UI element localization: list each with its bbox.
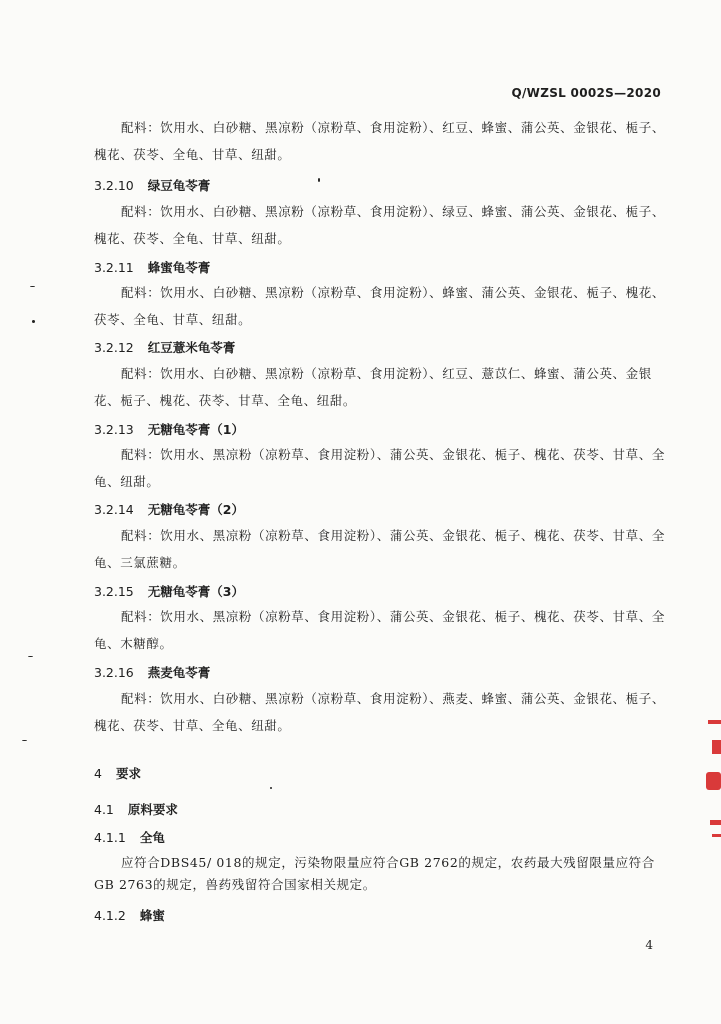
section-number: 4.1 xyxy=(94,802,114,817)
section-number: 3.2.10 xyxy=(94,178,134,193)
section-number: 3.2.15 xyxy=(94,584,134,599)
section-heading xyxy=(94,800,178,818)
section-title: 蜂蜜 xyxy=(139,908,165,923)
section-title: 全龟 xyxy=(139,830,165,845)
section-heading xyxy=(94,828,165,846)
chapter-heading xyxy=(94,764,141,782)
section-heading xyxy=(94,500,244,518)
scan-speck xyxy=(270,787,272,789)
scan-speck xyxy=(32,320,35,323)
section-title: 绿豆龟苓膏 xyxy=(147,178,211,193)
scan-speck xyxy=(30,286,35,287)
ingredients-paragraph: 配料：饮用水、白砂糖、黑凉粉（凉粉草、食用淀粉）、蜂蜜、蒲公英、金银花、栀子、槐花、茯苓、全龟、甘草、纽甜。 xyxy=(94,285,665,327)
ingredients-paragraph: 配料：饮用水、白砂糖、黑凉粉（凉粉草、食用淀粉）、绿豆、蜂蜜、蒲公英、金银花、栀子、槐花、茯苓、全龟、甘草、纽甜。 xyxy=(94,204,665,246)
ingredients-paragraph: 配料：饮用水、白砂糖、黑凉粉（凉粉草、食用淀粉）、红豆、薏苡仁、蜂蜜、蒲公英、金银花、栀子、槐花、茯苓、甘草、全龟、纽甜。 xyxy=(94,366,652,408)
section-heading xyxy=(94,582,244,600)
scan-speck xyxy=(318,178,320,182)
section-number: 3.2.13 xyxy=(94,422,134,437)
section-number: 4 xyxy=(94,766,102,781)
section-heading xyxy=(94,906,165,924)
section-number: 3.2.16 xyxy=(94,665,134,680)
scan-speck xyxy=(28,656,33,657)
ingredients-paragraph: 配料：饮用水、白砂糖、黑凉粉（凉粉草、食用淀粉）、红豆、蜂蜜、蒲公英、金银花、栀子、槐花、茯苓、全龟、甘草、纽甜。 xyxy=(94,120,665,162)
ingredients-paragraph: 配料：饮用水、白砂糖、黑凉粉（凉粉草、食用淀粉）、燕麦、蜂蜜、蒲公英、金银花、栀子、槐花、茯苓、甘草、全龟、纽甜。 xyxy=(94,691,665,733)
section-heading xyxy=(94,176,210,194)
section-number: 4.1.2 xyxy=(94,908,126,923)
scan-speck xyxy=(22,740,27,741)
requirement-paragraph: 应符合DBS45/ 018的规定，污染物限量应符合GB 2762的规定，农药最大残留限量应符合GB 2763的规定，兽药残留符合国家相关规定。 xyxy=(94,855,655,892)
section-number: 3.2.14 xyxy=(94,502,134,517)
page-number: 4 xyxy=(645,938,653,952)
section-title: 无糖龟苓膏（2） xyxy=(147,502,244,517)
section-number: 4.1.1 xyxy=(94,830,126,845)
seal-fragment xyxy=(706,772,721,790)
section-title: 无糖龟苓膏（1） xyxy=(147,422,244,437)
section-title: 要求 xyxy=(115,766,141,781)
section-number: 3.2.12 xyxy=(94,340,134,355)
seal-fragment xyxy=(708,720,721,724)
ingredients-paragraph: 配料：饮用水、黑凉粉（凉粉草、食用淀粉）、蒲公英、金银花、栀子、槐花、茯苓、甘草、全龟、木糖醇。 xyxy=(94,609,665,651)
seal-fragment xyxy=(710,820,721,825)
section-number: 3.2.11 xyxy=(94,260,134,275)
ingredients-paragraph: 配料：饮用水、黑凉粉（凉粉草、食用淀粉）、蒲公英、金银花、栀子、槐花、茯苓、甘草、全龟、纽甜。 xyxy=(94,447,665,489)
section-heading xyxy=(94,258,210,276)
section-heading xyxy=(94,338,235,356)
section-heading xyxy=(94,420,244,438)
section-title: 红豆薏米龟苓膏 xyxy=(147,340,236,355)
section-title: 无糖龟苓膏（3） xyxy=(147,584,244,599)
ingredients-paragraph: 配料：饮用水、黑凉粉（凉粉草、食用淀粉）、蒲公英、金银花、栀子、槐花、茯苓、甘草、全龟、三氯蔗糖。 xyxy=(94,528,665,570)
section-title: 原料要求 xyxy=(127,802,178,817)
seal-fragment xyxy=(712,740,721,754)
section-title: 燕麦龟苓膏 xyxy=(147,665,211,680)
seal-fragment xyxy=(712,834,721,837)
document-code: Q/WZSL 0002S—2020 xyxy=(511,86,661,100)
section-title: 蜂蜜龟苓膏 xyxy=(147,260,211,275)
section-heading xyxy=(94,663,210,681)
